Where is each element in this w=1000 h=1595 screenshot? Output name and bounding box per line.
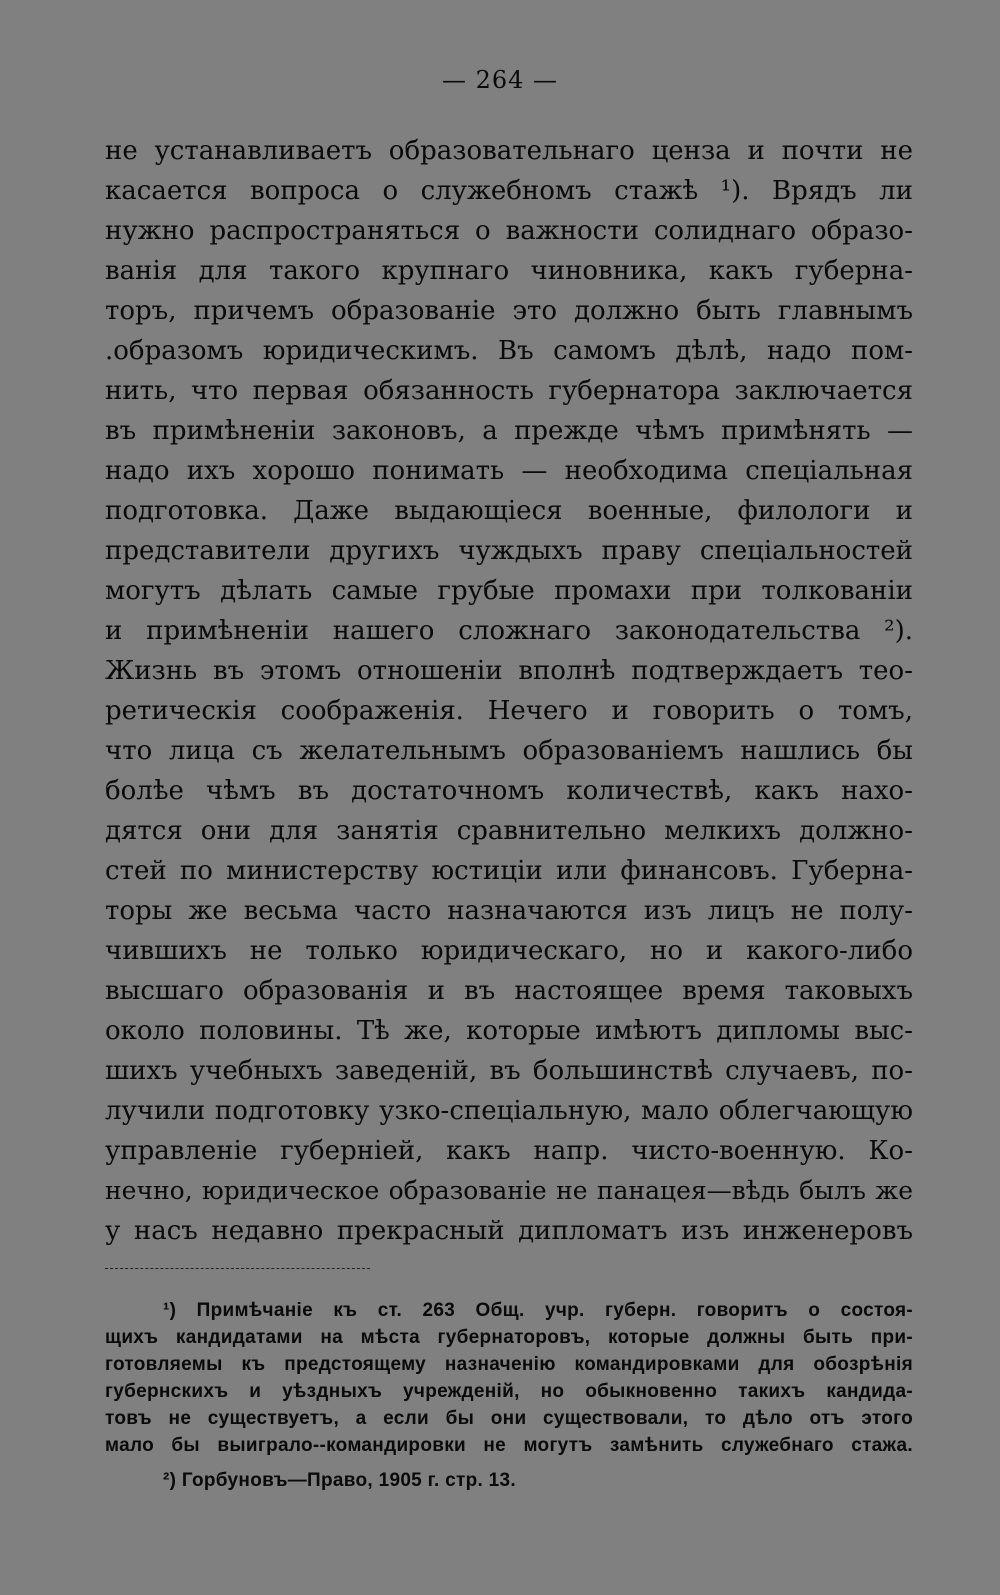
text-line: стей по министерству юстиціи или финансовъ. Губерна- bbox=[105, 856, 913, 886]
footnote-1-line: щихъ кандидатами на мѣста губернаторовъ, которые должны быть при- bbox=[105, 1327, 913, 1348]
text-line: Жизнь въ этомъ отношеніи вполнѣ подтверждаетъ тео- bbox=[105, 656, 913, 686]
text-line: подготовка. Даже выдающіеся военные, филологи и bbox=[105, 496, 913, 526]
text-line: шихъ учебныхъ заведеній, въ большинствѣ случаевъ, по- bbox=[105, 1056, 913, 1086]
text-line: въ примѣненіи законовъ, а прежде чѣмъ примѣнять — bbox=[105, 416, 913, 446]
footnote-1-line: готовляемы къ предстоящему назначенію командировками для обозрѣнія bbox=[105, 1354, 913, 1375]
footnote-1-line: губернскихъ и уѣздныхъ учрежденій, но обыкновенно такихъ кандида- bbox=[105, 1381, 913, 1402]
footnote-2: ²) Горбуновъ—Право, 1905 г. стр. 13. bbox=[163, 1470, 516, 1491]
text-line: высшаго образованія и въ настоящее время таковыхъ bbox=[105, 976, 913, 1006]
text-line: ванія для такого крупнаго чиновника, какъ губерна- bbox=[105, 256, 913, 286]
text-line: управленіе губерніей, какъ напр. чисто-военную. Ко- bbox=[105, 1136, 913, 1166]
text-line: нечно, юридическое образованіе не панацея—вѣдь былъ же bbox=[105, 1176, 913, 1205]
footnote-separator bbox=[105, 1268, 370, 1269]
text-line: надо ихъ хорошо понимать — необходима спеціальная bbox=[105, 456, 913, 486]
text-line: болѣе чѣмъ въ достаточномъ количествѣ, какъ нахо- bbox=[105, 776, 913, 806]
footnote-1-line: мало бы выиграло--командировки не могутъ замѣнить служебнаго стажа. bbox=[105, 1435, 913, 1456]
text-line: около половины. Тѣ же, которые имѣютъ дипломы выс- bbox=[105, 1016, 913, 1046]
text-line: нужно распространяться о важности солиднаго образо- bbox=[105, 216, 913, 246]
text-line: чившихъ не только юридическаго, но и какого-либо bbox=[105, 936, 913, 966]
main-text bbox=[105, 131, 913, 1251]
text-line: представители другихъ чуждыхъ праву спеціальностей bbox=[105, 536, 913, 566]
text-line: у насъ недавно прекрасный дипломатъ изъ инженеровъ bbox=[105, 1216, 913, 1246]
page-number: — 264 — bbox=[441, 66, 559, 94]
footnotes bbox=[105, 1297, 913, 1494]
text-line: дятся они для занятія сравнительно мелкихъ должно- bbox=[105, 816, 913, 846]
text-line: лучили подготовку узко-спеціальную, мало облегчающую bbox=[105, 1096, 913, 1126]
footnote-1-line: товъ не существуетъ, а если бы они существовали, то дѣло отъ этого bbox=[105, 1408, 913, 1429]
text-line: нить, что первая обязанность губернатора заключается bbox=[105, 376, 913, 406]
text-line: и примѣненіи нашего сложнаго законодательства ²). bbox=[105, 616, 913, 646]
text-line: торъ, причемъ образованіе это должно быть главнымъ bbox=[105, 296, 913, 326]
text-line: торы же весьма часто назначаются изъ лицъ не полу- bbox=[105, 896, 913, 926]
text-line: не устанавливаетъ образовательнаго ценза и почти не bbox=[105, 136, 913, 166]
text-line: что лица съ желательнымъ образованіемъ нашлись бы bbox=[105, 736, 913, 766]
text-line: .образомъ юридическимъ. Въ самомъ дѣлѣ, надо пом- bbox=[105, 336, 913, 366]
text-line: могутъ дѣлать самые грубые промахи при толкованіи bbox=[105, 576, 913, 606]
text-line: касается вопроса о служебномъ стажѣ ¹). Врядъ ли bbox=[105, 176, 913, 206]
footnote-1-line: ¹) Примѣчаніе къ ст. 263 Общ. учр. губерн. говоритъ о состоя- bbox=[163, 1300, 913, 1321]
text-line: ретическія соображенія. Нечего и говорить о томъ, bbox=[105, 696, 913, 726]
